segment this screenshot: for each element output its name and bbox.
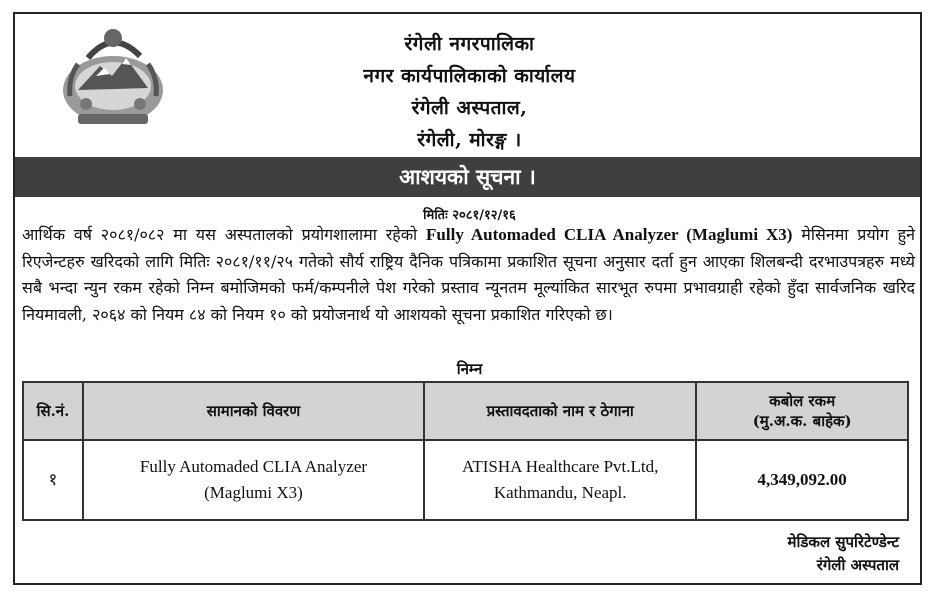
hospital-name: रंगेली अस्पताल, [411, 97, 528, 119]
body-text-part1: आर्थिक वर्ष २०८१/०८२ मा यस अस्पतालको प्रयोगशालामा रहेको [22, 225, 427, 244]
notice-body [22, 222, 915, 328]
municipality-name: रंगेली नगरपालिका [404, 33, 535, 55]
notice-title: आशयको सूचना । [15, 157, 920, 197]
table-caption: निम्न [456, 360, 483, 378]
header-item-description: सामानको विवरण [83, 382, 424, 440]
table-row [23, 440, 908, 520]
header-bidder: प्रस्तावदताको नाम र ठेगाना [424, 382, 696, 440]
header-amount-line2: (मु.अ.क. बाहेक) [752, 412, 852, 430]
cell-amount: 4,349,092.00 [696, 440, 908, 520]
cell-bidder-line2: Kathmandu, Neapl. [493, 483, 627, 502]
cell-bidder [424, 440, 696, 520]
cell-item-line2: (Maglumi X3) [204, 483, 303, 502]
cell-serial-number: १ [23, 440, 83, 520]
signature-organization: रंगेली अस्पताल [816, 556, 899, 574]
cell-item-description [83, 440, 424, 520]
notice-date: मितिः २०८१/१२/१६ [423, 208, 516, 223]
body-text-part2: मेसिनमा प्रयोग हुने रिएजेन्टहरु खरिदको लागि मितिः २०८१/११/२५ गतेको सौर्य राष्ट्रिय दैनिक पत्रिकामा प्रकाशित सूचना अनुसार दर्ता हुन आएका शिलबन्दी दरभाउपत्रहरु मध्ये सबै भन्दा न्युन रकम रहेको निम्न बमोजिमको फर्म/कम्पनीले पेश गरेको प्रस्ताव न्यूनतम मूल्यांकित सारभूत रुपमा प्रभावग्राही रहेको हुँदा सार्वजनिक खरिद नियमावली, २०६४ को नियम ८४ को नियम १० को प्रयोजनार्थ यो आशयको सूचना प्रकाशित गरिएको छ। [22, 225, 915, 324]
table-header-row [23, 382, 908, 440]
header-serial-number: सि.नं. [23, 382, 83, 440]
signature-title: मेडिकल सुपरिटेण्डेन्ट [787, 533, 899, 551]
header-amount-line1: कबोल रकम [769, 392, 836, 410]
cell-item-line1: Fully Automaded CLIA Analyzer [139, 457, 368, 476]
body-equipment-name: Fully Automaded CLIA Analyzer (Maglumi X3) [426, 225, 793, 244]
cell-bidder-line1: ATISHA Healthcare Pvt.Ltd, [461, 457, 659, 476]
office-name: नगर कार्यपालिकाको कार्यालय [363, 65, 576, 87]
address: रंगेली, मोरङ्ग । [417, 129, 522, 151]
header-amount [696, 382, 908, 440]
items-table [22, 381, 909, 521]
